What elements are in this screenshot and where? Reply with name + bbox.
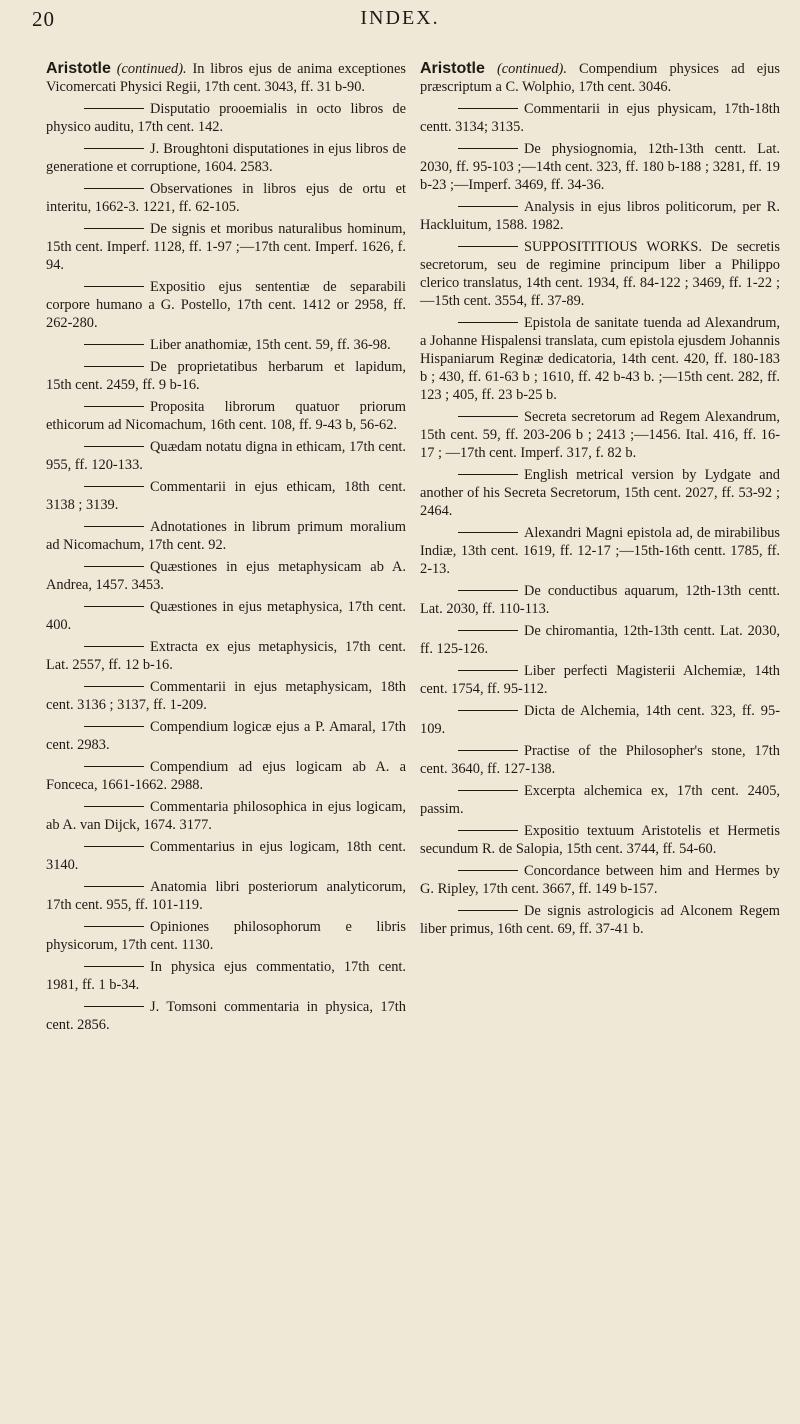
index-entry xyxy=(46,438,406,474)
ditto-rule xyxy=(84,766,144,767)
entry-text: Epistola de sanitate tuenda ad Alexandrum, a Johanne Hispalensi translata, cum epistola ejusdem Johannis Hispaniarum Reginæ dedicatoria, 14th cent. 420, ff. 180-183 b ; 430, ff. 61-63 b ; 1610, ff. 42 b-43 b. ;—15th cent. 282, ff. 123 ; 405, ff. 23 b-25 b. xyxy=(420,315,780,403)
ditto-rule xyxy=(84,446,144,447)
entry-text: Liber perfecti Magisterii Alchemiæ, 14th cent. 1754, ff. 95-112. xyxy=(420,663,780,697)
index-entry xyxy=(420,782,780,818)
ditto-rule xyxy=(458,590,518,591)
right-column xyxy=(420,60,780,942)
entry-text: J. Broughtoni disputationes in ejus libros de generatione et corruptione, 1604. 2583. xyxy=(46,141,406,175)
entry-text: De signis astrologicis ad Alconem Regem liber primus, 16th cent. 69, ff. 37-41 b. xyxy=(420,903,780,937)
index-entry xyxy=(46,718,406,754)
index-entry xyxy=(46,758,406,794)
ditto-rule xyxy=(458,710,518,711)
index-entry xyxy=(420,524,780,578)
entry-text: Alexandri Magni epistola ad, de mirabilibus Indiæ, 13th cent. 1619, ff. 12-17 ;—15th-16th centt. 1785, ff. 2-13. xyxy=(420,525,780,577)
ditto-rule xyxy=(458,750,518,751)
entry-text: Concordance between him and Hermes by G. Ripley, 17th cent. 3667, ff. 149 b-157. xyxy=(420,863,780,897)
index-entry xyxy=(420,822,780,858)
index-entry xyxy=(420,582,780,618)
index-entry xyxy=(420,314,780,404)
entry-text: SUPPOSITITIOUS WORKS. De secretis secretorum, seu de regimine principum liber a Philippo clerico translatus, 14th cent. 1934, ff. 84-122 ; 3469, ff. 1-22 ; —15th cent. 3554, ff. 37-89. xyxy=(420,239,780,309)
ditto-rule xyxy=(84,846,144,847)
ditto-rule xyxy=(84,606,144,607)
entry-text: Anatomia libri posteriorum analyticorum, 17th cent. 955, ff. 101-119. xyxy=(46,879,406,913)
left-column xyxy=(46,60,406,1038)
index-entry xyxy=(46,798,406,834)
entry-text: Liber anathomiæ, 15th cent. 59, ff. 36-98. xyxy=(150,337,391,353)
ditto-rule xyxy=(458,148,518,149)
index-entry xyxy=(46,998,406,1034)
entry-text: Secreta secretorum ad Regem Alexandrum, 15th cent. 59, ff. 203-206 b ; 2413 ;—1456. Ital. 416, ff. 16-17 ; —17th cent. Imperf. 317, f. 82 b. xyxy=(420,409,780,461)
ditto-rule xyxy=(84,926,144,927)
entry-text: Practise of the Philosopher's stone, 17th cent. 3640, ff. 127-138. xyxy=(420,743,780,777)
index-entry xyxy=(46,918,406,954)
entry-text: English metrical version by Lydgate and another of his Secreta Secretorum, 15th cent. 2027, ff. 53-92 ; 2464. xyxy=(420,467,780,519)
ditto-rule xyxy=(84,344,144,345)
ditto-rule xyxy=(458,322,518,323)
continued-label: (continued). xyxy=(497,61,567,77)
ditto-rule xyxy=(458,910,518,911)
entry-text: Compendium ad ejus logicam ab A. a Fonceca, 1661-1662. 2988. xyxy=(46,759,406,793)
index-entry xyxy=(46,678,406,714)
entry-text: Quæstiones in ejus metaphysicam ab A. Andrea, 1457. 3453. xyxy=(46,559,406,593)
index-entry xyxy=(46,558,406,594)
index-entry xyxy=(420,198,780,234)
ditto-rule xyxy=(84,806,144,807)
ditto-rule xyxy=(84,406,144,407)
ditto-rule xyxy=(84,188,144,189)
ditto-rule xyxy=(84,228,144,229)
index-entry xyxy=(420,140,780,194)
entry-text: Expositio textuum Aristotelis et Hermetis secundum R. de Salopia, 15th cent. 3744, ff. 54-60. xyxy=(420,823,780,857)
entry-text: Observationes in libros ejus de ortu et interitu, 1662-3. 1221, ff. 62-105. xyxy=(46,181,406,215)
ditto-rule xyxy=(458,670,518,671)
entry-lead xyxy=(420,60,780,96)
continued-label: (continued). xyxy=(116,61,187,77)
ditto-rule xyxy=(84,646,144,647)
index-entry xyxy=(420,622,780,658)
entry-text: Dicta de Alchemia, 14th cent. 323, ff. 95-109. xyxy=(420,703,780,737)
entry-text: Adnotationes in librum primum moralium ad Nicomachum, 17th cent. 92. xyxy=(46,519,406,553)
ditto-rule xyxy=(458,108,518,109)
entry-lead xyxy=(46,60,406,96)
ditto-rule xyxy=(458,206,518,207)
index-entry xyxy=(46,638,406,674)
entry-text: Excerpta alchemica ex, 17th cent. 2405, passim. xyxy=(420,783,780,817)
index-entry xyxy=(46,478,406,514)
entry-text: De conductibus aquarum, 12th-13th centt. Lat. 2030, ff. 110-113. xyxy=(420,583,780,617)
entry-text: De signis et moribus naturalibus hominum, 15th cent. Imperf. 1128, ff. 1-97 ;—17th cent. Imperf. 1626, f. 94. xyxy=(46,221,406,273)
page-number: 20 xyxy=(32,7,55,31)
entry-text: Commentarii in ejus ethicam, 18th cent. 3138 ; 3139. xyxy=(46,479,406,513)
ditto-rule xyxy=(458,790,518,791)
index-entry xyxy=(46,220,406,274)
author-heading: Aristotle xyxy=(420,60,485,77)
index-entry xyxy=(420,862,780,898)
entry-text: Opiniones philosophorum e libris physicorum, 17th cent. 1130. xyxy=(46,919,406,953)
index-entry xyxy=(46,838,406,874)
ditto-rule xyxy=(458,870,518,871)
ditto-rule xyxy=(84,566,144,567)
page-header xyxy=(0,7,800,35)
index-entry xyxy=(420,238,780,310)
entry-text: De chiromantia, 12th-13th centt. Lat. 2030, ff. 125-126. xyxy=(420,623,780,657)
index-entry xyxy=(420,662,780,698)
index-entry xyxy=(46,358,406,394)
ditto-rule xyxy=(84,966,144,967)
ditto-rule xyxy=(84,526,144,527)
author-heading: Aristotle xyxy=(46,60,111,77)
ditto-rule xyxy=(84,148,144,149)
entry-text: De proprietatibus herbarum et lapidum, 15th cent. 2459, ff. 9 b-16. xyxy=(46,359,406,393)
index-entry xyxy=(420,100,780,136)
entry-text: Commentarius in ejus logicam, 18th cent. 3140. xyxy=(46,839,406,873)
entry-text: Commentarii in ejus metaphysicam, 18th cent. 3136 ; 3137, ff. 1-209. xyxy=(46,679,406,713)
entry-text: Quædam notatu digna in ethicam, 17th cent. 955, ff. 120-133. xyxy=(46,439,406,473)
ditto-rule xyxy=(458,830,518,831)
index-entry xyxy=(420,466,780,520)
ditto-rule xyxy=(458,416,518,417)
index-entry xyxy=(46,878,406,914)
ditto-rule xyxy=(458,630,518,631)
entry-text: Commentaria philosophica in ejus logicam, ab A. van Dijck, 1674. 3177. xyxy=(46,799,406,833)
ditto-rule xyxy=(84,366,144,367)
ditto-rule xyxy=(84,886,144,887)
index-entry xyxy=(46,180,406,216)
index-entry xyxy=(46,958,406,994)
entry-text: Commentarii in ejus physicam, 17th-18th centt. 3134; 3135. xyxy=(420,101,780,135)
entry-text: Disputatio prooemialis in octo libros de physico auditu, 17th cent. 142. xyxy=(46,101,406,135)
index-entry xyxy=(46,518,406,554)
index-entry xyxy=(420,902,780,938)
index-entry xyxy=(46,398,406,434)
ditto-rule xyxy=(84,1006,144,1007)
running-head: INDEX. xyxy=(360,7,440,29)
entry-text: Expositio ejus sententiæ de separabili corpore humano a G. Postello, 17th cent. 1412 or 2958, ff. 262-280. xyxy=(46,279,406,331)
entry-text: De physiognomia, 12th-13th centt. Lat. 2030, ff. 95-103 ;—14th cent. 323, ff. 180 b-188 ; 3281, ff. 19 b-23 ;—Imperf. 3469, ff. 34-36. xyxy=(420,141,780,193)
entry-text: Proposita librorum quatuor priorum ethicorum ad Nicomachum, 16th cent. 108, ff. 9-43 b, 56-62. xyxy=(46,399,406,433)
index-entry xyxy=(46,278,406,332)
entry-text: Compendium logicæ ejus a P. Amaral, 17th cent. 2983. xyxy=(46,719,406,753)
entry-text: In physica ejus commentatio, 17th cent. 1981, ff. 1 b-34. xyxy=(46,959,406,993)
entry-text: Analysis in ejus libros politicorum, per R. Hackluitum, 1588. 1982. xyxy=(420,199,780,233)
ditto-rule xyxy=(84,726,144,727)
index-entry xyxy=(420,408,780,462)
index-entry xyxy=(46,140,406,176)
ditto-rule xyxy=(84,486,144,487)
entry-text: Quæstiones in ejus metaphysica, 17th cent. 400. xyxy=(46,599,406,633)
index-entry xyxy=(46,100,406,136)
entry-text: J. Tomsoni commentaria in physica, 17th cent. 2856. xyxy=(46,999,406,1033)
entry-text: In libros ejus de anima exceptiones Vicomercati Physici Regii, 17th cent. 3043, ff. 31 b-90. xyxy=(46,61,406,95)
index-entry xyxy=(420,742,780,778)
ditto-rule xyxy=(458,246,518,247)
ditto-rule xyxy=(458,474,518,475)
ditto-rule xyxy=(84,108,144,109)
index-entry xyxy=(46,598,406,634)
ditto-rule xyxy=(458,532,518,533)
index-entry xyxy=(420,702,780,738)
entry-text: Extracta ex ejus metaphysicis, 17th cent. Lat. 2557, ff. 12 b-16. xyxy=(46,639,406,673)
ditto-rule xyxy=(84,686,144,687)
entry-text: Compendium physices ad ejus præscriptum a C. Wolphio, 17th cent. 3046. xyxy=(420,61,780,95)
ditto-rule xyxy=(84,286,144,287)
index-entry xyxy=(46,336,406,354)
